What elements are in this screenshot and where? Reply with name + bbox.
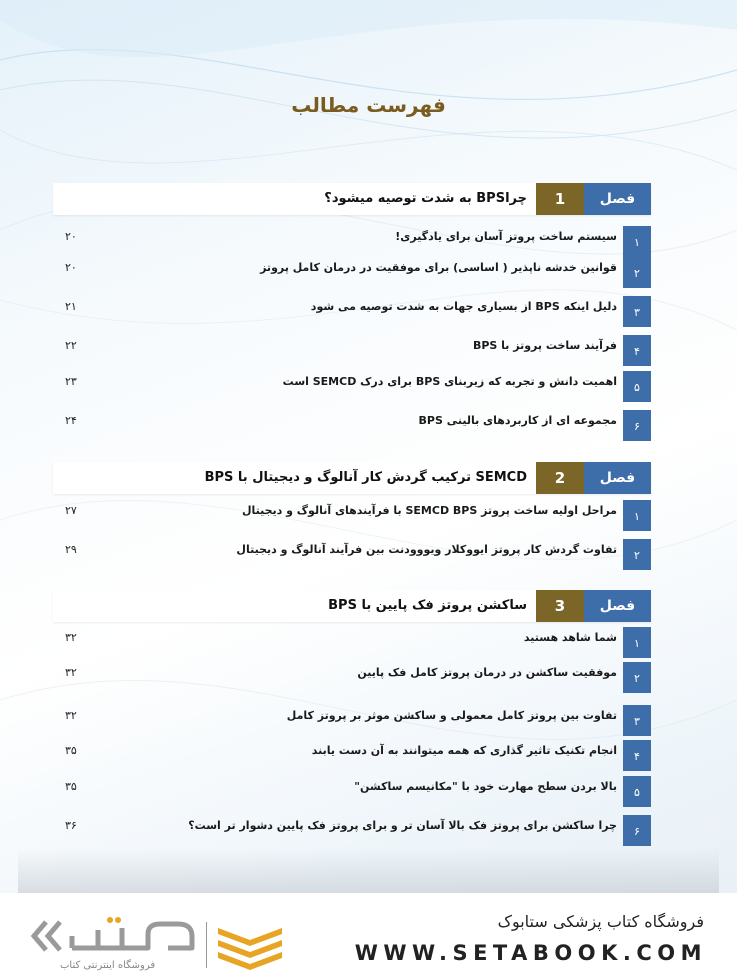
toc-entry[interactable] — [53, 410, 651, 441]
logo-divider — [206, 922, 207, 968]
entry-page-number: ۲۴ — [65, 414, 77, 427]
entry-title: انجام تکنیک تاثیر گذاری که همه میتوانند به آن دست یابند — [311, 744, 617, 757]
toc-entry[interactable] — [53, 539, 651, 570]
entry-title: سیستم ساخت پروتز آسان برای یادگیری! — [395, 230, 617, 243]
entry-number: ۱ — [623, 627, 651, 658]
chapter-header — [53, 183, 651, 215]
toc-entry[interactable] — [53, 627, 651, 658]
entry-number: ۲ — [623, 257, 651, 288]
chapter-number: 2 — [536, 462, 584, 494]
store-url-link[interactable]: WWW.SETABOOK.COM — [354, 941, 707, 965]
entry-number: ۳ — [623, 296, 651, 327]
entry-page-number: ۲۳ — [65, 375, 77, 388]
toc-entry[interactable] — [53, 500, 651, 531]
entry-page-number: ۳۲ — [65, 666, 77, 679]
toc-entry[interactable] — [53, 226, 651, 257]
entry-number: ۴ — [623, 740, 651, 771]
entry-number: ۵ — [623, 371, 651, 402]
toc-entry[interactable] — [53, 740, 651, 771]
book-stack-logo-icon — [214, 918, 286, 972]
entry-title: قوانین خدشه ناپذیر ( اساسی) برای موفقیت در درمان کامل پروتز — [260, 261, 617, 274]
chapter-title: SEMCD ترکیب گردش کار آنالوگ و دیجیتال با BPS — [204, 470, 527, 485]
setabook-wordmark-logo — [28, 914, 204, 964]
toc-entry[interactable] — [53, 296, 651, 327]
toc-entry[interactable] — [53, 776, 651, 807]
entry-page-number: ۲۷ — [65, 504, 77, 517]
chapter-label: فصل — [584, 462, 651, 494]
entry-title: شما شاهد هستید — [523, 631, 617, 644]
toc-entry[interactable] — [53, 662, 651, 693]
entry-number: ۶ — [623, 815, 651, 846]
footer-shadow — [18, 848, 719, 896]
entry-title: تفاوت بین پروتز کامل معمولی و ساکشن موثر بر پروتز کامل — [286, 709, 617, 722]
entry-number: ۲ — [623, 662, 651, 693]
entry-title: مجموعه ای از کاربردهای بالینی BPS — [418, 414, 617, 427]
logo-subtitle: فروشگاه اینترنتی کتاب — [60, 960, 156, 971]
page-title: فهرست مطالب — [291, 93, 446, 117]
chapter-number: 1 — [536, 183, 584, 215]
entry-page-number: ۳۶ — [65, 819, 77, 832]
entry-title: بالا بردن سطح مهارت خود با "مکانیسم ساکشن" — [354, 780, 617, 793]
entry-page-number: ۲۱ — [65, 300, 77, 313]
entry-page-number: ۳۲ — [65, 709, 77, 722]
entry-page-number: ۲۲ — [65, 339, 77, 352]
entry-page-number: ۲۰ — [65, 261, 77, 274]
chapter-header — [53, 462, 651, 494]
entry-page-number: ۲۰ — [65, 230, 77, 243]
entry-title: اهمیت دانش و تجربه که زیربنای BPS برای درک SEMCD است — [282, 375, 617, 388]
entry-title: تفاوت گردش کار پروتز ایووکلار ویووودنت بین فرآیند آنالوگ و دیجیتال — [236, 543, 617, 556]
toc-entry[interactable] — [53, 335, 651, 366]
chapter-label: فصل — [584, 590, 651, 622]
entry-number: ۲ — [623, 539, 651, 570]
entry-title: موفقیت ساکشن در درمان پروتز کامل فک پایین — [357, 666, 617, 679]
store-name: فروشگاه کتاب پزشکی ستابوک — [497, 912, 704, 931]
chapter-label: فصل — [584, 183, 651, 215]
entry-page-number: ۳۵ — [65, 780, 77, 793]
toc-entry[interactable] — [53, 705, 651, 736]
entry-number: ۴ — [623, 335, 651, 366]
entry-number: ۱ — [623, 500, 651, 531]
entry-number: ۳ — [623, 705, 651, 736]
chapter-header — [53, 590, 651, 622]
entry-title: چرا ساکشن برای پروتز فک بالا آسان تر و برای پروتز فک پایین دشوار تر است؟ — [188, 819, 617, 832]
entry-number: ۱ — [623, 226, 651, 257]
entry-title: فرآیند ساخت پروتز با BPS — [472, 339, 617, 352]
chapter-number: 3 — [536, 590, 584, 622]
chapter-title: چراBPS به شدت توصیه میشود؟ — [324, 191, 527, 206]
entry-title: مراحل اولیه ساخت پروتز SEMCD BPS با فرآیندهای آنالوگ و دیجیتال — [241, 504, 617, 517]
entry-page-number: ۳۲ — [65, 631, 77, 644]
entry-number: ۶ — [623, 410, 651, 441]
entry-title: دلیل اینکه BPS از بسیاری جهات به شدت توصیه می شود — [310, 300, 617, 313]
toc-entry[interactable] — [53, 371, 651, 402]
toc-entry[interactable] — [53, 257, 651, 288]
chapter-title: ساکشن پروتز فک پایین با BPS — [328, 598, 527, 613]
entry-number: ۵ — [623, 776, 651, 807]
entry-page-number: ۲۹ — [65, 543, 77, 556]
toc-entry[interactable] — [53, 815, 651, 846]
entry-page-number: ۳۵ — [65, 744, 77, 757]
